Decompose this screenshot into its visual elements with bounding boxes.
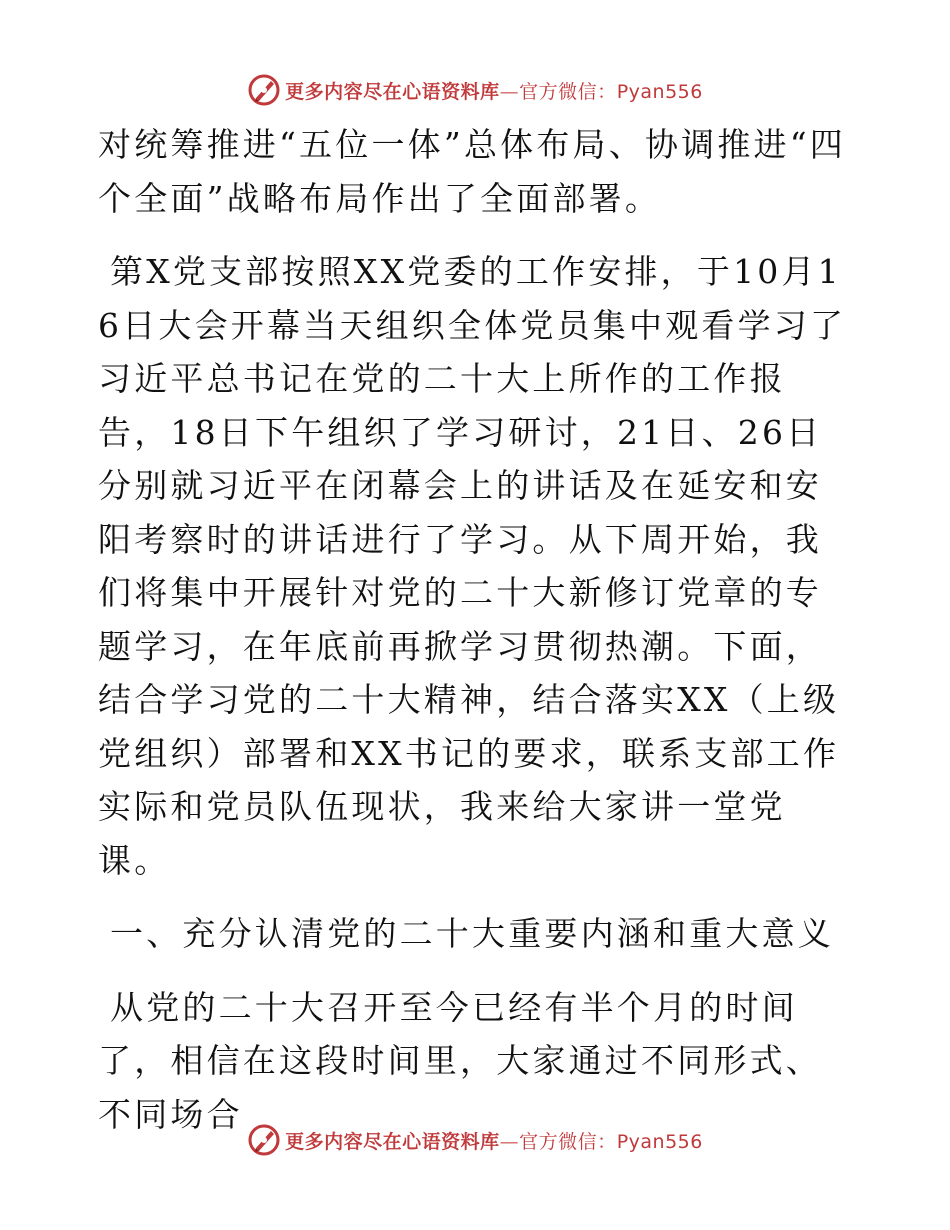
pen-logo-icon — [247, 73, 281, 107]
watermark-wechat: 官方微信： — [519, 1130, 617, 1153]
watermark-main: 更多内容尽在心语资料库 — [285, 80, 500, 103]
watermark-main: 更多内容尽在心语资料库 — [285, 1130, 500, 1153]
document-body — [98, 118, 858, 1141]
watermark-dash: — — [499, 80, 520, 103]
pen-logo-icon — [247, 1123, 281, 1157]
paragraph-2: 第X党支部按照XX党委的工作安排，于10月16日大会开幕当天组织全体党员集中观看学习了习近平总书记在党的二十大上所作的工作报告，18日下午组织了学习研讨，21日、26日分别就习近平在闭幕会上的讲话及在延安和安阳考察时的讲话进行了学习。从下周开始，我们将集中开展针对党的二十大新修订党章的专题学习，在年底前再掀学习贯彻热潮。下面，结合学习党的二十大精神，结合落实XX（上级党组织）部署和XX书记的要求，联系支部工作实际和党员队伍现状，我来给大家讲一堂党课。 — [98, 252, 847, 880]
header-watermark-banner — [0, 70, 950, 110]
watermark-dash: — — [499, 1130, 520, 1153]
watermark-text — [285, 77, 703, 104]
watermark-text — [285, 1127, 703, 1154]
paragraph-3: 从党的二十大召开至今已经有半个月的时间了，相信在这段时间里，大家通过不同形式、不同场合 — [98, 987, 822, 1134]
watermark-id: Pyan556 — [616, 80, 703, 103]
watermark-id: Pyan556 — [616, 1130, 703, 1153]
footer-watermark-banner — [0, 1120, 950, 1160]
section-heading: 一、充分认清党的二十大重要内涵和重大意义 — [110, 914, 834, 953]
watermark-wechat: 官方微信： — [519, 80, 617, 103]
paragraph-1: 对统筹推进“五位一体”总体布局、协调推进“四个全面”战略布局作出了全面部署。 — [98, 125, 847, 218]
